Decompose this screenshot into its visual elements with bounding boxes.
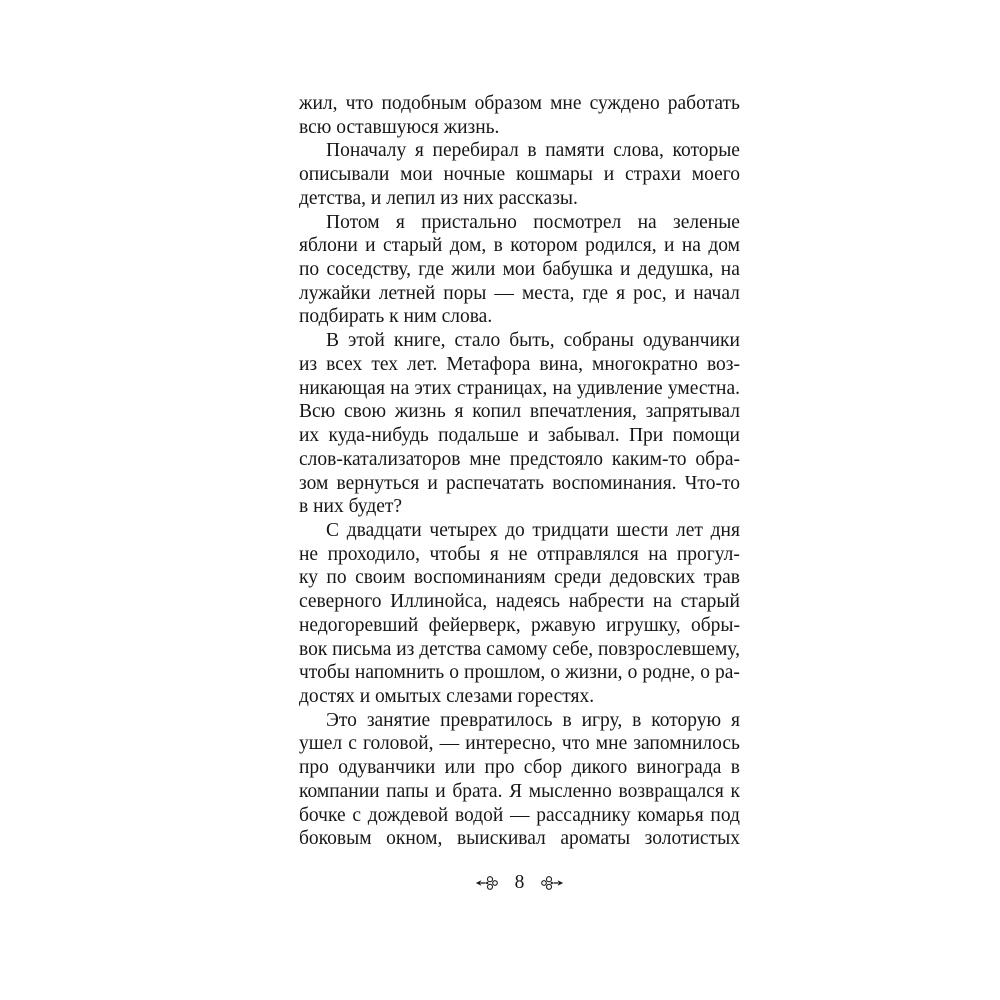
text-line: их куда-нибудь подальше и забывал. При помощи	[299, 425, 740, 447]
page-footer	[299, 870, 740, 896]
text-line: Всю свою жизнь я копил впечатления, запрятывал	[299, 401, 740, 423]
text-line: ушел с головой, — интересно, что мне запомнилось	[299, 733, 740, 755]
text-line: по соседству, где жили мои бабушка и дедушка, на	[299, 259, 740, 281]
text-line: никающая на этих страницах, на удивление уместна.	[299, 377, 740, 399]
fleuron-left-icon	[475, 875, 498, 891]
text-line: Потом я пристально посмотрел на зеленые	[326, 211, 740, 233]
text-line: подбирать к ним слова.	[299, 306, 493, 328]
fleuron-right-icon	[541, 875, 564, 891]
text-line: ку по своим воспоминаниям среди дедовских трав	[299, 567, 740, 589]
text-line: достях и омытых слезами горестях.	[299, 685, 595, 707]
text-line: зом вернуться и распечатать воспоминания. Что-то	[299, 472, 740, 494]
text-line: чтобы напомнить о прошлом, о жизни, о родне, о ра-	[299, 662, 740, 684]
text-line: Это занятие превратилось в игру, в которую я	[326, 709, 740, 731]
text-line: жил, что подобным образом мне суждено работать	[299, 93, 740, 114]
text-line: вок письма из детства самому себе, повзрослевшему,	[299, 638, 740, 660]
text-line: северного Иллинойса, надеясь набрести на старый	[299, 591, 740, 613]
text-line: в них будет?	[299, 496, 403, 518]
text-line: В этой книге, стало быть, собраны одуванчики	[326, 330, 740, 352]
text-line: С двадцати четырех до тридцати шести лет дня	[326, 519, 740, 541]
text-line: про одуванчики или про сбор дикого винограда в	[299, 757, 740, 779]
page-text-block	[299, 92, 740, 851]
text-line: из всех тех лет. Метафора вина, многократно воз-	[299, 353, 740, 375]
text-line: слов-катализаторов мне предстояло каким-то обра-	[299, 448, 740, 470]
text-line: бочке с дождевой водой — рассаднику комарья под	[299, 804, 740, 826]
text-line: боковым окном, выискивал ароматы золотистых	[299, 828, 740, 850]
text-line: недогоревший фейерверк, ржавую игрушку, обры-	[299, 614, 740, 636]
text-line: детства, и лепил из них рассказы.	[299, 187, 578, 209]
text-line: Поначалу я перебирал в памяти слова, которые	[326, 140, 740, 162]
text-line: компании папы и брата. Я мысленно возвращался к	[299, 780, 740, 802]
text-line: яблони и старый дом, в котором родился, и на дом	[299, 235, 740, 257]
text-line: всю оставшуюся жизнь.	[299, 116, 500, 138]
text-line: не проходило, чтобы я не отправлялся на прогул-	[299, 543, 740, 565]
text-line: лужайки летней поры — места, где я рос, и начал	[299, 282, 740, 304]
text-line: описывали мои ночные кошмары и страхи моего	[299, 164, 740, 186]
page-number: 8	[514, 872, 525, 893]
